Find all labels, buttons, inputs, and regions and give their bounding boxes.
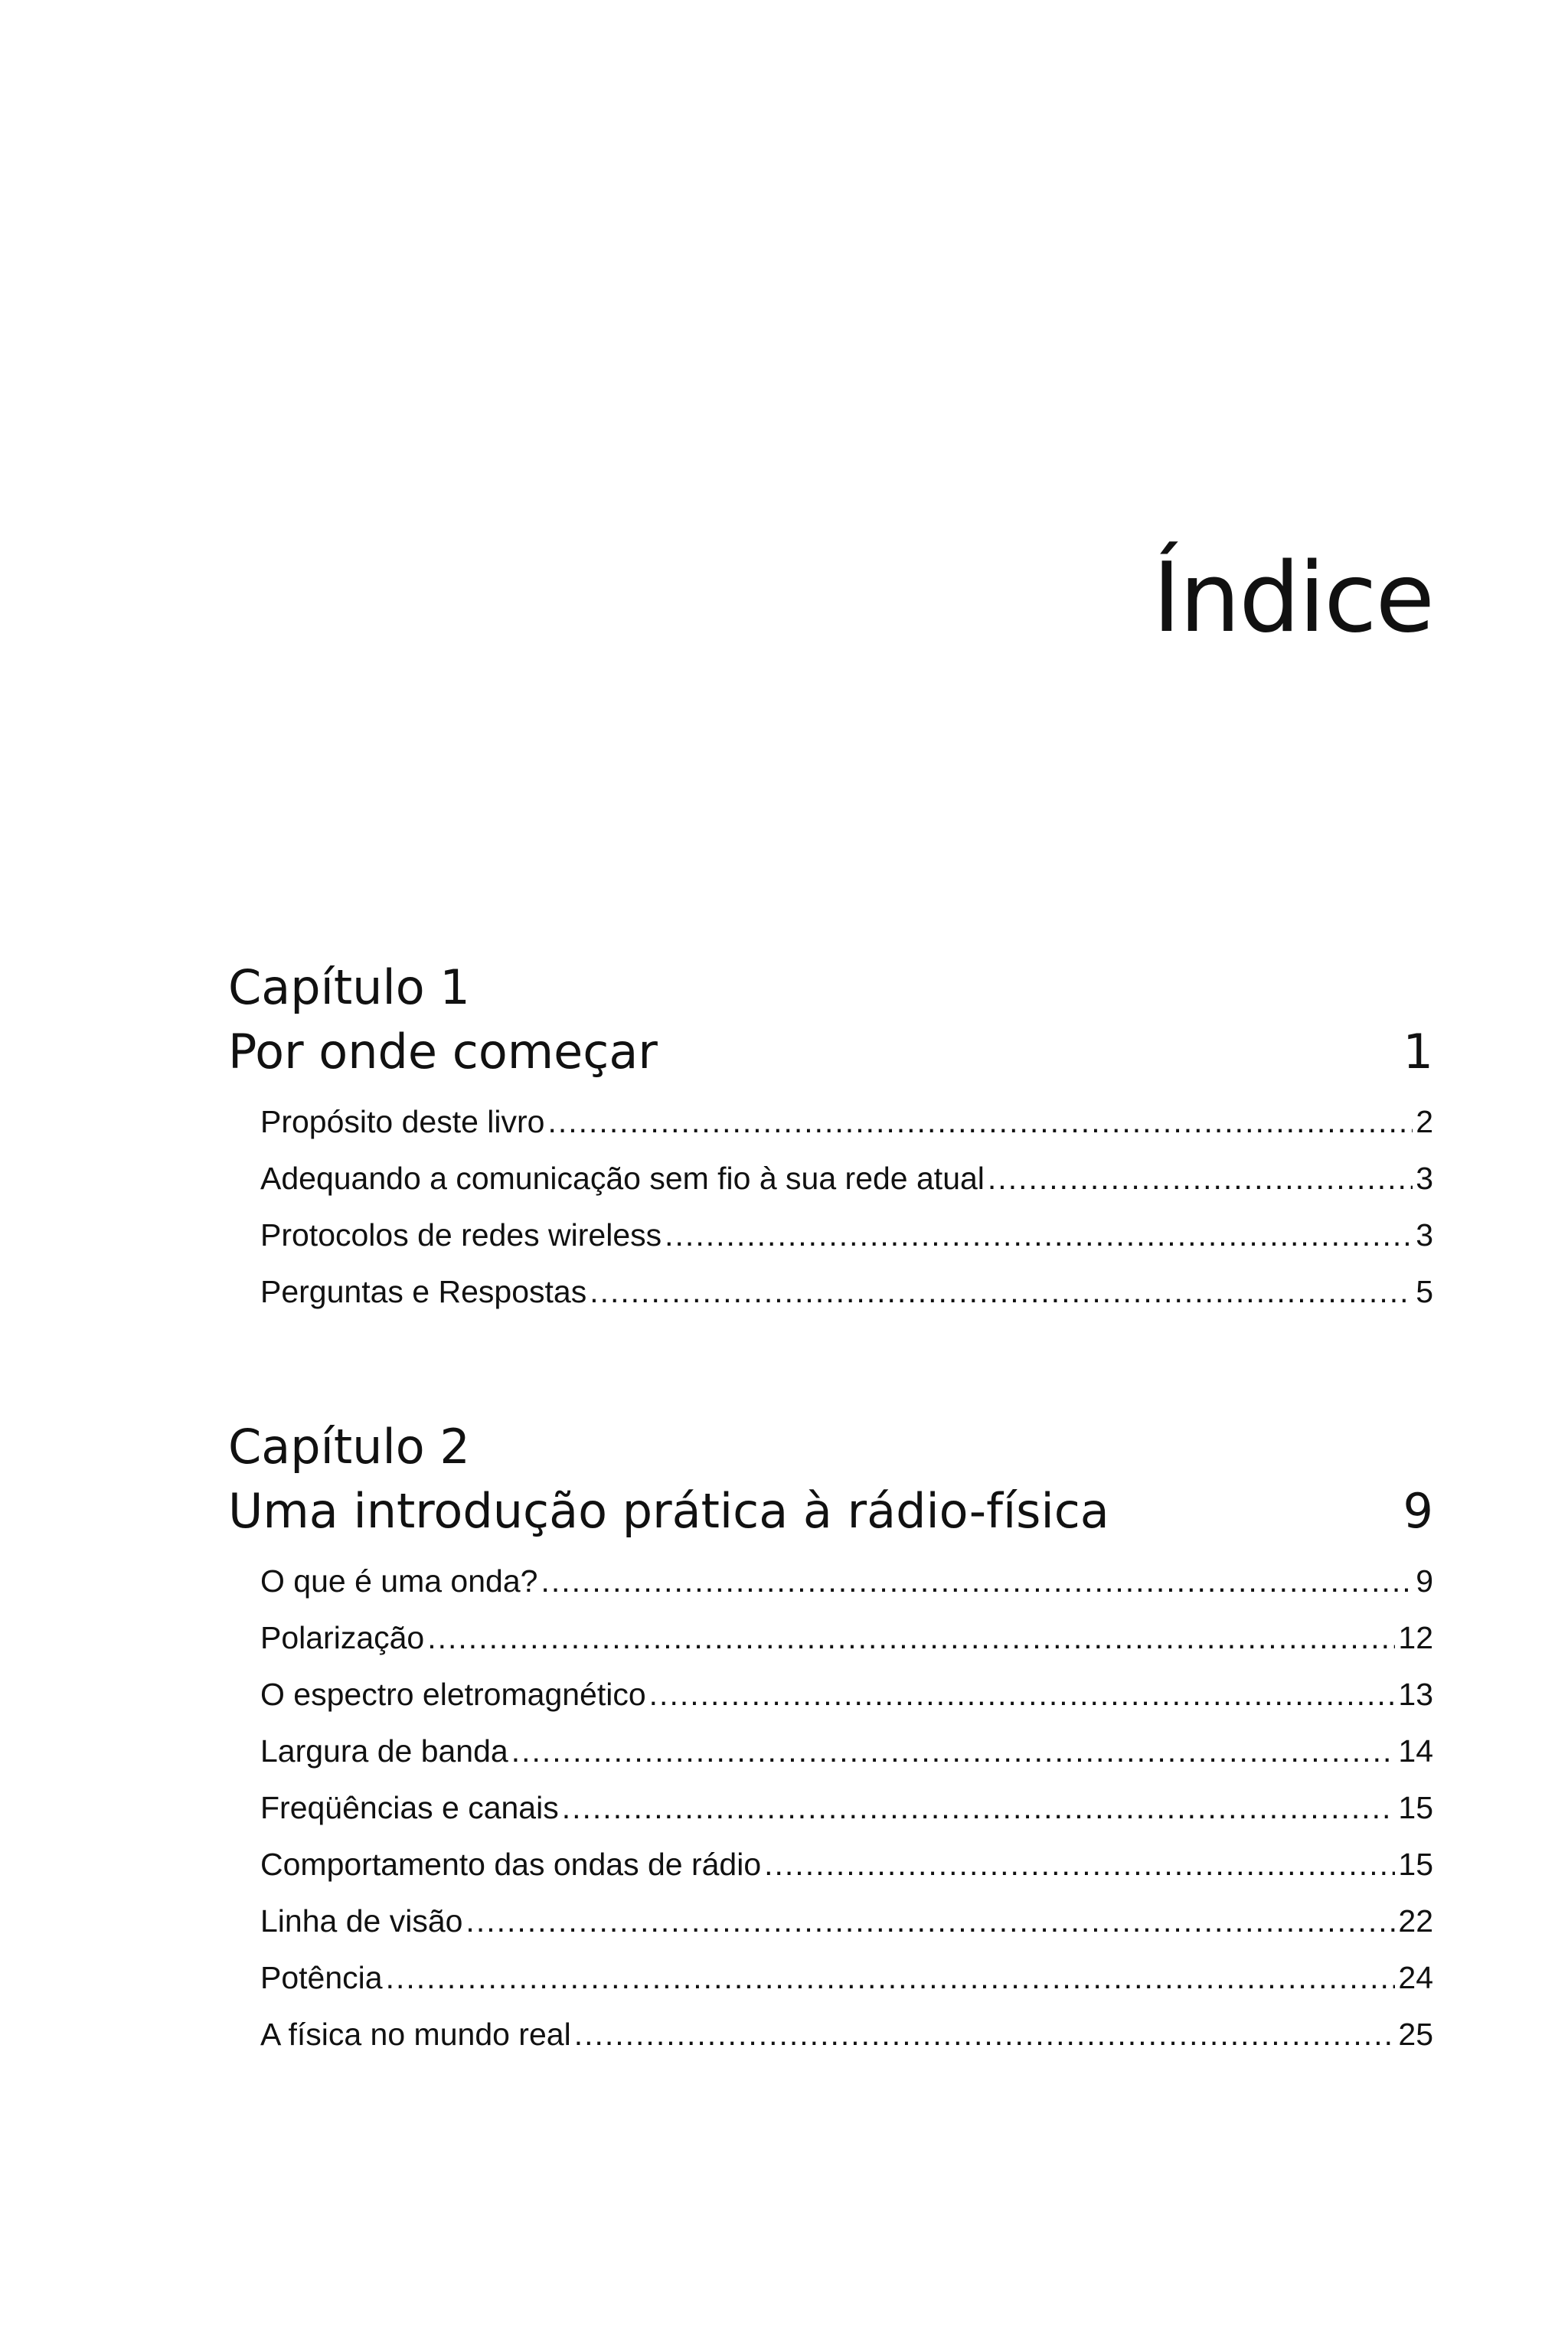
toc-entry-page: 24 [1398,1960,1433,1995]
dot-leader [466,1893,1395,1949]
toc-entry[interactable] [260,1150,1433,1207]
toc-entry-page: 15 [1398,1847,1433,1882]
dot-leader [547,1093,1413,1150]
dot-leader [764,1836,1395,1893]
toc-entry[interactable] [260,1666,1433,1723]
dot-leader [574,2006,1396,2063]
dot-leader [988,1150,1413,1207]
toc-entry-page: 3 [1416,1161,1433,1196]
toc-entry[interactable] [260,1836,1433,1893]
toc-entry-title: Potência [260,1960,383,1995]
toc-entry[interactable] [260,1263,1433,1320]
page-title: Índice [1152,541,1433,654]
toc-list [260,1093,1433,1320]
toc-entry-title: Adequando a comunicação sem fio à sua rede atual [260,1161,985,1196]
dot-leader [427,1609,1395,1666]
chapter-page-number: 9 [1403,1483,1433,1539]
toc-entry-title: Linha de visão [260,1903,463,1939]
toc-entry-title: Comportamento das ondas de rádio [260,1847,762,1882]
toc-entry-title: A física no mundo real [260,2017,571,2052]
toc-entry-page: 3 [1416,1217,1433,1253]
toc-entry[interactable] [260,1553,1433,1609]
chapter-label: Capítulo 1 [228,959,470,1015]
toc-entry[interactable] [260,1779,1433,1836]
dot-leader [665,1207,1413,1263]
toc-entry[interactable] [260,1093,1433,1150]
chapter-heading [228,1020,1433,1084]
toc-entry-title: Polarização [260,1620,425,1655]
toc-entry-page: 5 [1416,1274,1433,1309]
dot-leader [541,1553,1413,1609]
toc-entry[interactable] [260,1949,1433,2006]
chapter-2-section [228,1415,1433,2063]
toc-entry[interactable] [260,1893,1433,1949]
dot-leader [562,1779,1396,1836]
toc-entry[interactable] [260,1723,1433,1779]
chapter-title: Uma introdução prática à rádio-física [228,1483,1109,1539]
toc-entry-title: Freqüências e canais [260,1790,559,1825]
toc-entry[interactable] [260,1207,1433,1263]
chapter-1-section [228,956,1433,1320]
toc-entry-title: O espectro eletromagnético [260,1677,646,1712]
chapter-page-number: 1 [1403,1024,1433,1080]
dot-leader [649,1666,1396,1723]
toc-entry-page: 22 [1398,1903,1433,1939]
chapter-label: Capítulo 2 [228,1419,470,1475]
toc-entry-page: 15 [1398,1790,1433,1825]
toc-list [260,1553,1433,2063]
toc-entry-page: 14 [1398,1733,1433,1769]
chapter-title: Por onde começar [228,1024,658,1080]
toc-entry-page: 13 [1398,1677,1433,1712]
dot-leader [590,1263,1413,1320]
toc-entry-title: Protocolos de redes wireless [260,1217,662,1253]
toc-entry-title: Propósito deste livro [260,1104,545,1139]
toc-entry-page: 2 [1416,1104,1433,1139]
toc-entry[interactable] [260,1609,1433,1666]
toc-entry-title: Perguntas e Respostas [260,1274,587,1309]
toc-entry-title: O que é uma onda? [260,1563,538,1599]
toc-entry-page: 9 [1416,1563,1433,1599]
toc-entry-page: 12 [1398,1620,1433,1655]
dot-leader [511,1723,1396,1779]
dot-leader [386,1949,1396,2006]
toc-entry-title: Largura de banda [260,1733,508,1769]
chapter-heading [228,1479,1433,1544]
toc-entry[interactable] [260,2006,1433,2063]
toc-entry-page: 25 [1398,2017,1433,2052]
